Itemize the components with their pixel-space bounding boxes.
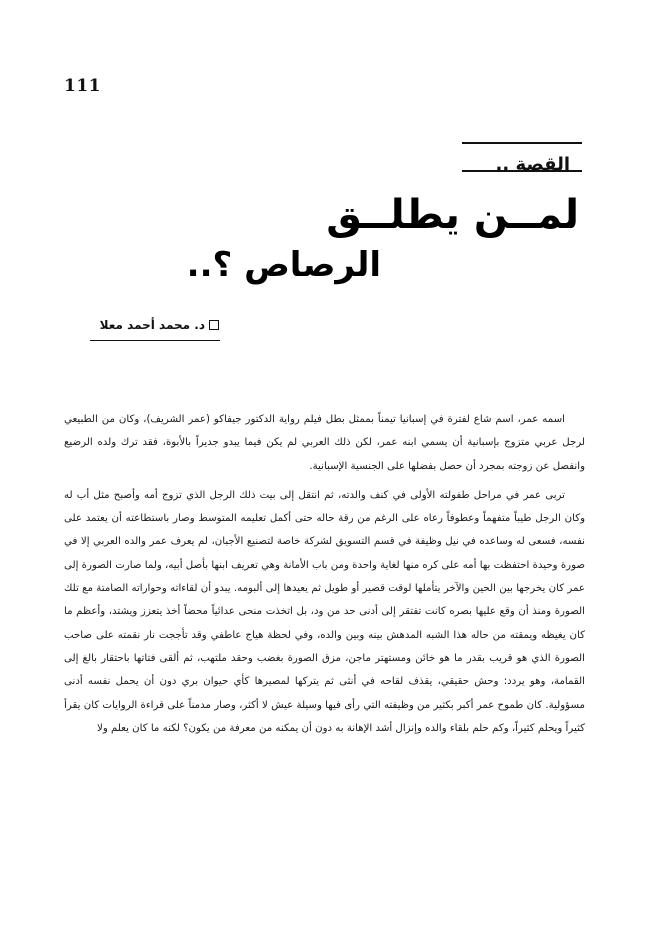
byline-underline — [90, 340, 220, 341]
section-rule-top — [462, 142, 582, 144]
section-label: القصة .. — [495, 154, 570, 175]
square-bullet-icon — [209, 320, 219, 330]
author-name: د. محمد أحمد معلا — [99, 318, 205, 332]
story-title-line-1: لمــن يطلــق — [326, 192, 579, 238]
section-header — [462, 142, 582, 175]
story-body — [64, 408, 585, 740]
author-byline — [100, 318, 219, 332]
body-paragraph-2: تربى عمر في مراحل طفولته الأولى في كنف والدته، ثم انتقل إلى بيت ذلك الرجل الذي تزوج أمه وأصبح مثل أب له وكان الرجل طيباً متفهماً وعطوفاً رعاه على الرغم من رقة حاله حتى أكمل تعليمه المتوسط وصار باستطاعته أن يعتمد على نفسه، فسعى له وساعده في نيل وظيفة في قسم التسويق لشركة خاصة لتصنيع الأجبان، لم يعرف عمر والده العربي إلا في صورة وحيدة احتفظت بها أمه على كره منها لغاية واحدة ومن باب الأمانة وهي تعريف ابنها بأصل أبيه، ولما صارت الصورة إلى عمر كان يخرجها بين الحين والآخر يتأملها لوقت قصير أو طويل ثم يعيدها إلى ألبومه. يبدو أن لقاءاته وحواراته الصامتة مع تلك الصورة ومنذ أن وقع عليها بصره كانت تفتقر إلى أدنى حد من ود، بل اتخذت منحى عدائياً محضاً أخذ يتعزز ويشتد، وأعظم ما كان يغيظه ويمقته من حاله هذا الشبه المدهش بينه وبين والده، وفي لحظة هياج عاطفي وقد تأججت نار نقمته على صاحب الصورة الذي هو قريب بقدر ما هو خائن ومستهتر ماجن، مزق الصورة بغضب وحقد ملتهب، ثم ألقى فتاتها باحتقار بالغ إلى القمامة، وهو يردد: وحش حقيقي، يقذف لقاحه في أنثى ثم يتركها لمصيرها كأي حيوان بري دون أن يحمل نفسه أدنى مسؤولية. كان طموح عمر أكبر بكثير من وظيفته التي رأى فيها وسيلة عيش لا أكثر، وصار مدمناً على قراءة الروايات كان يقرأ كثيراً ويحلم كثيراً، وكم حلم بلقاء والده وإنزال أشد الإهانة به دون أن يمكنه من معرفة من يكون؟ لكنه ما كان يعلم ولا — [64, 489, 585, 734]
story-title-line-2: الرصاص ؟.. — [186, 245, 381, 285]
page-number: 111 — [64, 76, 101, 96]
body-paragraph-1: اسمه عمر، اسم شاع لفترة في إسبانيا تيمناً بممثل بطل فيلم رواية الدكتور جيفاكو (عمر الشريف)، وكان من الطبيعي لرجل عربي متزوج بإسبانية أن يسمي ابنه عمر، لكن ذلك العربي لم يكن فيما يبدو جديراً بالأبوة، فقد ترك ولده الرضيع وانفصل عن زوجته بمجرد أن حصل بفضلها على الجنسية الإسبانية. — [64, 414, 585, 472]
